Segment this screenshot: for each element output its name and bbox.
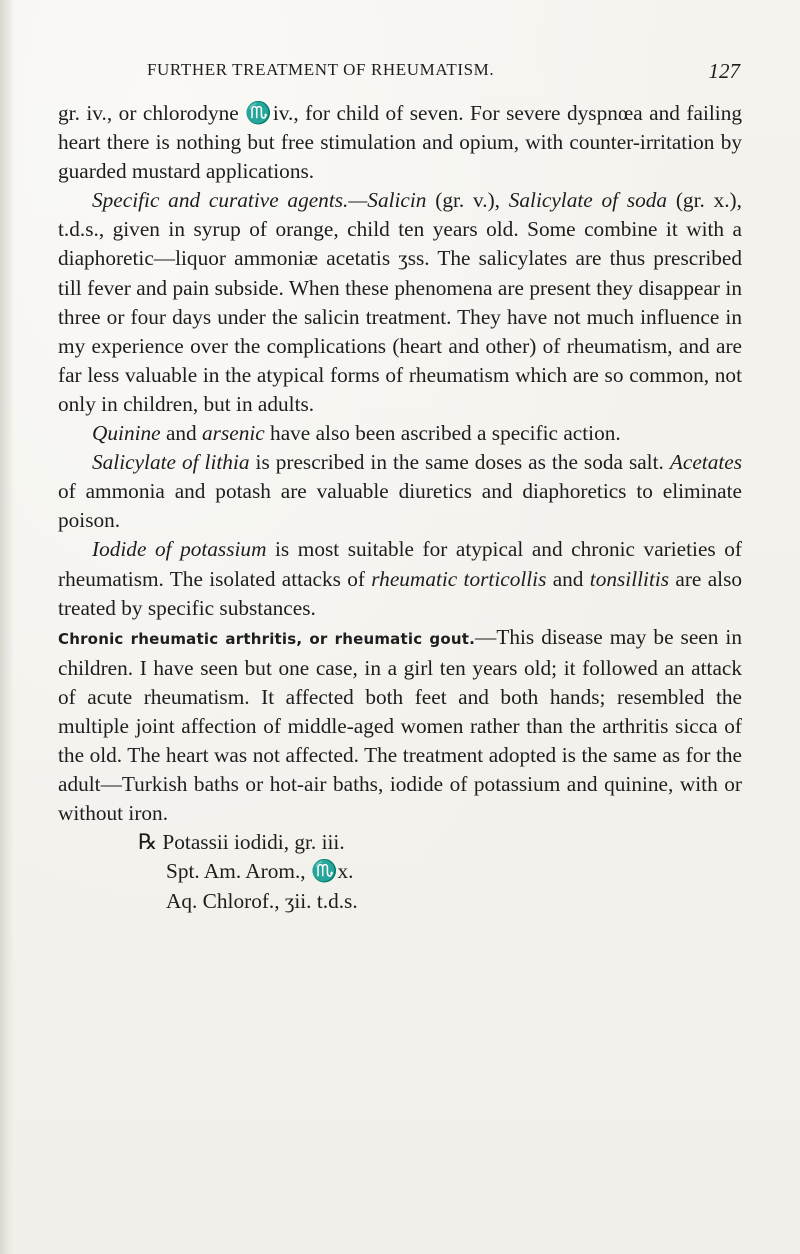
- acetates-text: of ammonia and potash are valuable diuretics and diaphoretics to eliminate poison.: [58, 479, 742, 533]
- paragraph-specific-agents: [58, 186, 742, 419]
- torticollis-term: rheumatic torticollis: [371, 566, 547, 591]
- prescription-line-3: Aq. Chlorof., ʒii. t.d.s.: [166, 888, 358, 913]
- arsenic-term: arsenic: [202, 421, 265, 446]
- paragraph-1: [58, 99, 742, 186]
- lithia-text: is prescribed in the same doses as the soda salt.: [249, 450, 670, 475]
- iodide-text: is most suitable for atypical and chronic varieties of rheumatism. The isolated attacks of: [58, 537, 742, 591]
- acetates-term: Acetates: [669, 450, 742, 475]
- specific-agents-text: (gr. x.), t.d.s., given in syrup of orange, child ten years old. Some combine it with a diaphoretic—liquor ammoniæ acetatis ʒss. The salicylates are thus prescribed till fever and pain subside. When these phenomena are present they disappear in three or four days under the salicin treatment. They have not much influence in my experience over the complications (heart and other) of rheumatism, and are far less valuable in the atypical forms of rheumatism which are so common, not only in children, but in adults.: [58, 188, 742, 416]
- paragraph-iodide: [58, 535, 742, 622]
- iodide-term: Iodide of potassium: [92, 537, 267, 562]
- chronic-arthritis-text: —This disease may be seen in children. I have seen but one case, in a girl ten years old; it followed an attack of acute rheumatism. It affected both feet and both hands; resembled the multiple joint affection of middle-aged women rather than the arthritis sicca of the old. The heart was not affected. The treatment adopted is the same as for the adult—Turkish baths or hot-air baths, iodide of potassium and quinine, with or without iron.: [58, 624, 742, 826]
- iodide-and: and: [546, 566, 590, 591]
- iodide-text-end: are also treated by specific substances.: [58, 566, 743, 620]
- quinine-and: and: [160, 421, 203, 446]
- page-number: 127: [708, 59, 740, 83]
- page-edge-shadow: [0, 0, 14, 1254]
- paragraph-quinine: [58, 419, 742, 448]
- prescription: [58, 828, 742, 915]
- chronic-arthritis-heading: Chronic rheumatic arthritis, or rheumatic gout.: [58, 629, 476, 648]
- quinine-term: Quinine: [92, 421, 161, 446]
- paragraph-chronic-arthritis: [58, 623, 742, 829]
- specific-agents-heading: Specific and curative agents.—Salicin: [92, 188, 427, 213]
- prescription-line-1: ℞ Potassii iodidi, gr. iii.: [138, 830, 345, 855]
- running-title: FURTHER TREATMENT OF RHEUMATISM.: [147, 60, 495, 79]
- paragraph-lithia: [58, 448, 742, 535]
- tonsillitis-term: tonsillitis: [589, 566, 670, 591]
- running-head: [58, 60, 748, 90]
- salicylate-soda: Salicylate of soda: [508, 188, 668, 213]
- salicin-dose: (gr. v.),: [426, 188, 509, 213]
- paragraph-1-text: gr. iv., or chlorodyne ♏iv., for child of seven. For severe dyspnœa and failing heart there is nothing but free stimulation and opium, with counter-irritation by guarded mustard applications.: [58, 101, 742, 184]
- quinine-text: have also been ascribed a specific action.: [264, 421, 621, 446]
- salicylate-lithia-term: Salicylate of lithia: [92, 450, 250, 475]
- body-text: [58, 99, 742, 916]
- prescription-line-2: Spt. Am. Arom., ♏x.: [166, 859, 354, 884]
